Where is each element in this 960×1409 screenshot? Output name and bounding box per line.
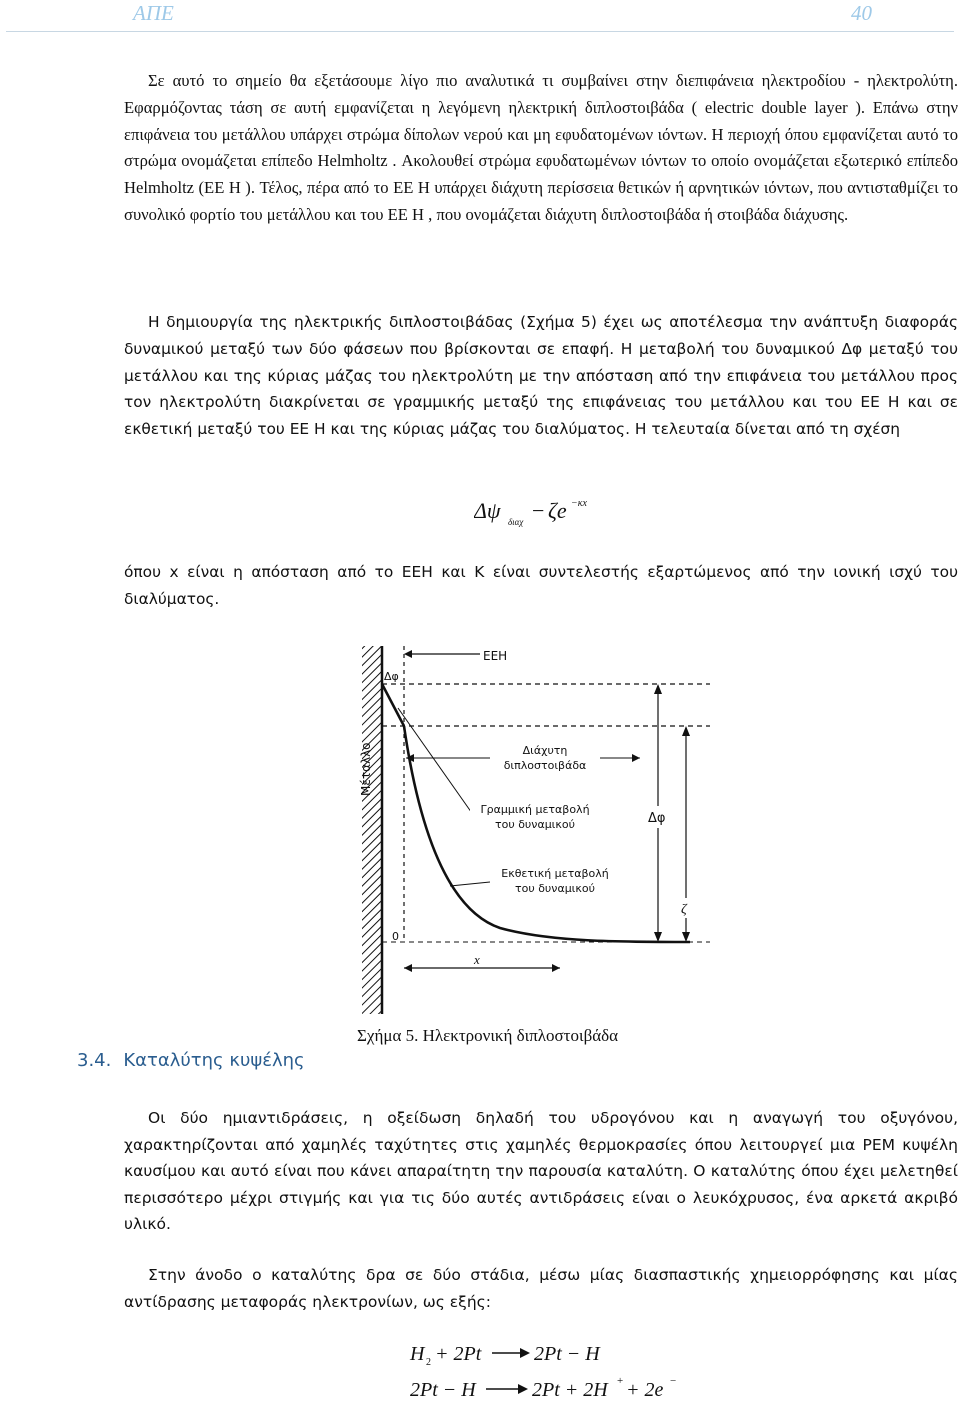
reaction-equations-graphic: [408, 1338, 688, 1404]
linear-drop: [382, 684, 404, 726]
diffuse-arrowhead-right: [632, 754, 640, 762]
x-arrowhead-right: [552, 964, 560, 972]
double-layer-figure: [340, 636, 724, 1026]
eq2-arrowhead: [520, 1348, 530, 1358]
paragraph-anode: Στην άνοδο ο καταλύτης δρα σε δύο στάδια, μέσω μίας διασπαστικής χημειορρόφησης και μίας αντίδρασης μεταφοράς ηλεκτρονίων, ως εξής:: [124, 1266, 958, 1311]
double-layer-diagram: [340, 636, 724, 1026]
small-dphi-label: Δφ: [384, 670, 399, 683]
header-title: ΑΠΕ: [133, 1, 174, 25]
dphi-arrowhead-bottom: [654, 932, 662, 942]
paragraph-double-layer: Η δημιουργία της ηλεκτρικής διπλοστοιβάδας (Σχήμα 5) έχει ως αποτέλεσμα την ανάπτυξη διαφοράς δυναμικού μεταξύ των δύο φάσεων που βρίσκονται σε επαφή. Η μεταβολή του δυναμικού Δφ μεταξύ του μετάλλου και της κύριας μάζας του ηλεκτρολύτη με την απόσταση από την επιφάνεια του μετάλλου προς τον ηλεκτρολύτη διακρίνεται σε γραμμικής μεταξύ της επιφάνειας του μετάλλου και του ΕΕ Η και σε εκθετική μεταξύ του ΕΕ Η και της κύριας μάζας του διαλύματος. Η τελευταία δίνεται από τη σχέση: [124, 313, 958, 439]
zeta-arrowhead-top: [682, 726, 690, 736]
big-dphi-label: Δφ: [648, 811, 666, 826]
expo-pointer: [450, 882, 490, 886]
eq2-lhs: + 2Pt: [435, 1343, 482, 1365]
eeh-label: ΕΕΗ: [483, 649, 508, 663]
page-number: 40: [851, 1, 872, 25]
eq2-h-sub: 2: [426, 1357, 431, 1368]
x-label: x: [474, 952, 480, 967]
eq3-rhs1-sup: +: [617, 1375, 624, 1387]
equation-diffuse-potential: [474, 494, 604, 530]
dphi-arrowhead-top: [654, 684, 662, 694]
eq1-rhs: ζe: [548, 498, 567, 523]
zero-label: 0: [392, 930, 399, 943]
x-arrowhead-left: [404, 964, 412, 972]
linear-label-1: Γραμμική μεταβολή: [480, 803, 590, 816]
metal-hatch: [362, 646, 382, 1014]
eq1-exp: −κx: [571, 498, 587, 509]
paragraph-equation-note: όπου x είναι η απόσταση από το ΕΕΗ και Κ είναι συντελεστής εξαρτώμενος από την ιονική ισχύ του διαλύματος.: [124, 563, 958, 608]
figure-caption: Σχήμα 5. Ηλεκτρονική διπλοστοιβάδα: [357, 1026, 619, 1045]
expo-label-1: Εκθετική μεταβολή: [501, 867, 609, 880]
diffuse-label-1: Διάχυτη: [522, 744, 568, 757]
metal-label: Μέταλλο: [359, 742, 373, 796]
paragraph-intro: Σε αυτό το σημείο θα εξετάσουμε λίγο πιο αναλυτικά τι συμβαίνει στην διεπιφάνεια ηλεκτροδίου - ηλεκτρολύτη. Εφαρμόζοντας τάση σε αυτή εμφανίζεται η λεγόμενη ηλεκτρική διπλοστοιβάδα ( electric double layer ). Επάνω στην επιφάνεια του μετάλλου υπάρχει στρώμα δίπολων νερού και μη εφυδατομένων ιόντων. Η περιοχή όπου εμφανίζεται αυτό το στρώμα ονομάζεται επίπεδο Helmholtz . Ακολουθεί στρώμα εφυδατωμένων ιόντων το οποίο ονομάζεται εξωτερικό επίπεδο Helmholtz (ΕΕ Η ). Τέλος, πέρα από το ΕΕ Η υπάρχει διάχυτη περίσσεια θετικών ή αρνητικών ιόντων, που αντισταθμίζει το συνολικό φορτίο του μετάλλου και του ΕΕ Η , που ονομάζεται διάχυτη διπλοστοιβάδα ή στοιβάδα διάχυσης.: [124, 71, 958, 224]
eq2-h: H: [410, 1343, 425, 1365]
zeta-label: ζ: [681, 902, 687, 917]
eq2-rhs: 2Pt − H: [534, 1343, 600, 1365]
section-heading: [77, 1050, 305, 1071]
expo-label-2: του δυναμικού: [514, 882, 596, 895]
header-rule: [6, 31, 954, 32]
eq3-rhs2: + 2e: [626, 1379, 664, 1401]
eq3-rhs2-sup: −: [670, 1375, 677, 1387]
eq3-lhs: 2Pt − H: [410, 1379, 476, 1401]
section-number: 3.4.: [77, 1050, 112, 1071]
paragraph-catalyst: Οι δύο ημιαντιδράσεις, η οξείδωση δηλαδή του υδρογόνου και η αναγωγή του οξυγόνου, χαρακτηρίζονται από χαμηλές ταχύτητες στις χαμηλές θερμοκρασίες όπου λειτουργεί μια PEM κυψέλη καυσίμου και αυτό είναι που κάνει απαραίτητη την παρουσία καταλύτη. Ο καταλύτης όπου έχει μελετηθεί περισσότερο μέχρι στιγμής και για τις δύο αυτές αντιδράσεις είναι ο λευκόχρυσος, ένα αρκετά ακριβό υλικό.: [124, 1109, 958, 1233]
diffuse-label-2: διπλοστοιβάδα: [503, 759, 587, 772]
equation-diffuse-potential-graphic: [474, 494, 604, 530]
eq1-lhs: Δψ: [474, 498, 501, 523]
section-title: Καταλύτης κυψέλης: [123, 1050, 305, 1071]
zeta-arrowhead-bottom: [682, 932, 690, 942]
reaction-equations: [408, 1338, 688, 1404]
linear-label-2: του δυναμικού: [494, 818, 576, 831]
page-header: [0, 0, 960, 30]
eq3-rhs1: 2Pt + 2H: [532, 1379, 608, 1401]
eq1-sub: διαχ: [508, 517, 524, 527]
eq3-arrowhead: [518, 1384, 528, 1394]
eq1-minus: −: [532, 498, 545, 523]
eeh-arrowhead: [404, 650, 412, 658]
